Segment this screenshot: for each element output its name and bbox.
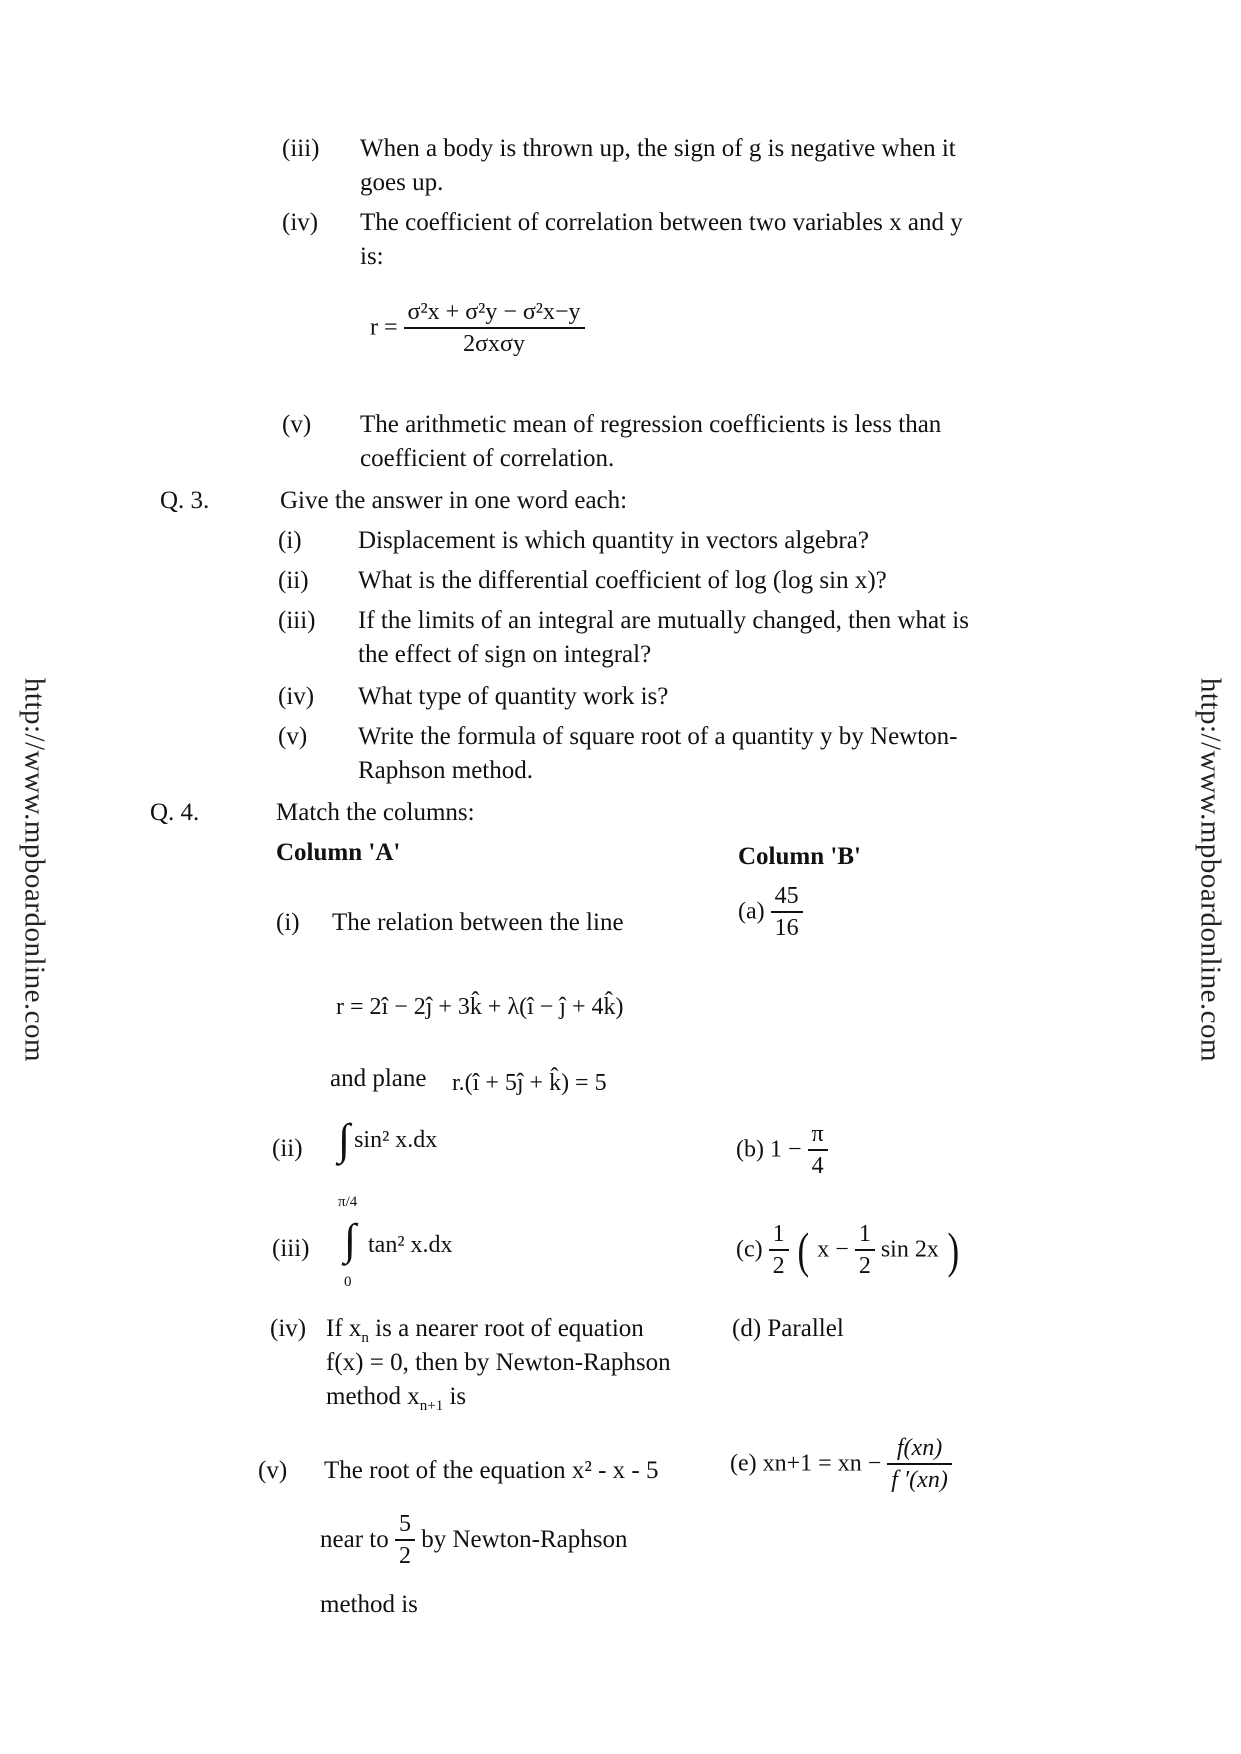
col-a-iii-integral xyxy=(338,1194,538,1294)
col-b-e xyxy=(730,1436,952,1492)
col-b-b-label: (b) xyxy=(736,1136,764,1163)
col-a-iii-integrand: tan² x.dx xyxy=(368,1232,453,1258)
correlation-formula xyxy=(370,300,585,356)
col-b-e-lhs: xn+1 = xn − xyxy=(762,1450,882,1477)
q3-item-iii-num: (iii) xyxy=(278,607,316,634)
col-a-v-frac-num: 5 xyxy=(395,1512,415,1541)
formula-denominator: 2σxσy xyxy=(463,331,525,357)
col-a-iv-line2: f(x) = 0, then by Newton-Raphson xyxy=(326,1349,671,1376)
col-a-v-num: (v) xyxy=(258,1457,288,1484)
col-b-c-inner-den: 2 xyxy=(858,1253,871,1279)
col-a-v-fraction xyxy=(395,1512,415,1568)
definite-integral-sign-icon: ∫ xyxy=(344,1215,357,1264)
col-b-e-num: f(xn) xyxy=(887,1436,952,1465)
col-b-c-num: 1 xyxy=(769,1222,789,1251)
col-a-v-frac-den: 2 xyxy=(398,1543,411,1569)
formula-fraction xyxy=(404,300,585,356)
q4-heading: Match the columns: xyxy=(276,799,475,826)
col-b-a-den: 16 xyxy=(774,915,799,941)
formula-numerator: σ²x + σ²y − σ²x−y xyxy=(404,300,585,329)
col-b-a xyxy=(738,884,803,940)
q3-item-i-num: (i) xyxy=(278,527,302,554)
q2-item-iv-line1: The coefficient of correlation between two variables x and y xyxy=(360,209,963,236)
col-b-d-label: (d) xyxy=(732,1315,762,1342)
col-a-i-plane-label: and plane xyxy=(330,1065,427,1092)
col-a-iv-num: (iv) xyxy=(270,1315,307,1342)
q3-item-v-line2: Raphson method. xyxy=(358,757,533,784)
col-a-i-text: The relation between the line xyxy=(332,909,624,936)
col-a-iv-line3-start: method x xyxy=(326,1383,420,1410)
col-b-c-fraction xyxy=(769,1222,789,1278)
col-b-e-label: (e) xyxy=(730,1450,757,1477)
col-b-c-den: 2 xyxy=(772,1253,785,1279)
col-b-a-fraction xyxy=(771,884,803,940)
col-b-c-inner-num: 1 xyxy=(855,1222,875,1251)
col-a-iv-line1-start: If x xyxy=(326,1315,362,1342)
q2-item-v-line2: coefficient of correlation. xyxy=(360,445,615,472)
col-b-b-num: π xyxy=(808,1122,828,1151)
q4-label: Q. 4. xyxy=(150,799,200,826)
col-a-iv-line1-end: is a nearer root of equation xyxy=(375,1315,644,1342)
col-b-a-num: 45 xyxy=(771,884,803,913)
right-paren-icon: ) xyxy=(947,1222,960,1278)
q3-item-v-line1: Write the formula of square root of a quantity y by Newton- xyxy=(358,723,958,750)
col-a-ii-integral xyxy=(338,1115,438,1164)
col-a-i-num: (i) xyxy=(276,909,300,936)
col-b-d xyxy=(732,1312,844,1346)
col-b-e-fraction xyxy=(887,1436,952,1492)
col-a-iv-line3-end: is xyxy=(449,1383,467,1410)
watermark-left: http://www.mpboardonline.com xyxy=(18,677,51,1063)
q3-item-v-num: (v) xyxy=(278,723,308,750)
col-b-e-den: f ′(xn) xyxy=(891,1467,948,1493)
col-b-b xyxy=(736,1122,828,1178)
col-a-v-line3: method is xyxy=(320,1591,418,1618)
formula-lhs: r = xyxy=(370,314,398,341)
col-a-ii-num: (ii) xyxy=(272,1135,303,1162)
col-a-iii-lower-limit: 0 xyxy=(344,1274,352,1290)
col-b-b-pre: 1 − xyxy=(769,1136,802,1163)
col-a-v-line2 xyxy=(320,1512,627,1568)
q3-label: Q. 3. xyxy=(160,487,210,514)
col-a-v-near-to: near to xyxy=(320,1526,389,1553)
col-b-d-text: Parallel xyxy=(767,1315,844,1342)
q2-item-v-num: (v) xyxy=(282,411,312,438)
q3-item-ii-text: What is the differential coefficient of log (log sin x)? xyxy=(358,567,887,594)
col-a-i-line-equation: r = 2î − 2ĵ + 3k̂ + λ(î − ĵ + 4k̂) xyxy=(336,994,624,1020)
q2-item-iii-line2: goes up. xyxy=(360,169,444,196)
col-b-b-fraction xyxy=(808,1122,828,1178)
col-b-c-inner-pre: x − xyxy=(817,1236,849,1263)
col-a-ii-integrand: sin² x.dx xyxy=(354,1127,438,1153)
col-b-c-inner-post: sin 2x xyxy=(880,1236,939,1263)
q2-item-iv-line2: is: xyxy=(360,243,384,270)
q3-item-iii-line2: the effect of sign on integral? xyxy=(358,641,652,668)
left-paren-icon: ( xyxy=(797,1222,809,1278)
col-a-iii-num: (iii) xyxy=(272,1235,310,1262)
q3-item-iii-line1: If the limits of an integral are mutually changed, then what is xyxy=(358,607,969,634)
q3-item-iv-num: (iv) xyxy=(278,683,315,710)
col-a-iii-upper-limit: π/4 xyxy=(338,1194,358,1210)
q3-item-iv-text: What type of quantity work is? xyxy=(358,683,669,710)
col-b-a-label: (a) xyxy=(738,898,765,925)
q3-heading: Give the answer in one word each: xyxy=(280,487,628,514)
col-a-v-line1: The root of the equation x² - x - 5 xyxy=(324,1457,659,1484)
watermark-right: http://www.mpboardonline.com xyxy=(1194,677,1227,1063)
integral-sign-icon: ∫ xyxy=(338,1115,351,1164)
q3-item-i-text: Displacement is which quantity in vectors algebra? xyxy=(358,527,869,554)
col-b-c-inner-fraction xyxy=(855,1222,875,1278)
q2-item-iii-num: (iii) xyxy=(282,135,320,162)
q2-item-v-line1: The arithmetic mean of regression coefficients is less than xyxy=(360,411,942,438)
q2-item-iv-num: (iv) xyxy=(282,209,319,236)
q2-item-iii-line1: When a body is thrown up, the sign of g is negative when it xyxy=(360,135,956,162)
col-b-c xyxy=(736,1222,962,1278)
column-a-header: Column 'A' xyxy=(276,839,401,866)
q3-item-ii-num: (ii) xyxy=(278,567,309,594)
col-b-b-den: 4 xyxy=(811,1153,824,1179)
col-b-c-label: (c) xyxy=(736,1236,763,1263)
col-a-i-plane-equation: r.(î + 5ĵ + k̂) = 5 xyxy=(452,1070,607,1096)
col-a-iv-line1: If $x_n$ is a nearer root of equation xyxy=(326,1315,644,1346)
col-a-v-by-method: by Newton-Raphson xyxy=(421,1526,628,1553)
column-b-header: Column 'B' xyxy=(738,843,861,870)
col-a-iv-line3: method $x_{n+1}$ is xyxy=(326,1383,467,1414)
